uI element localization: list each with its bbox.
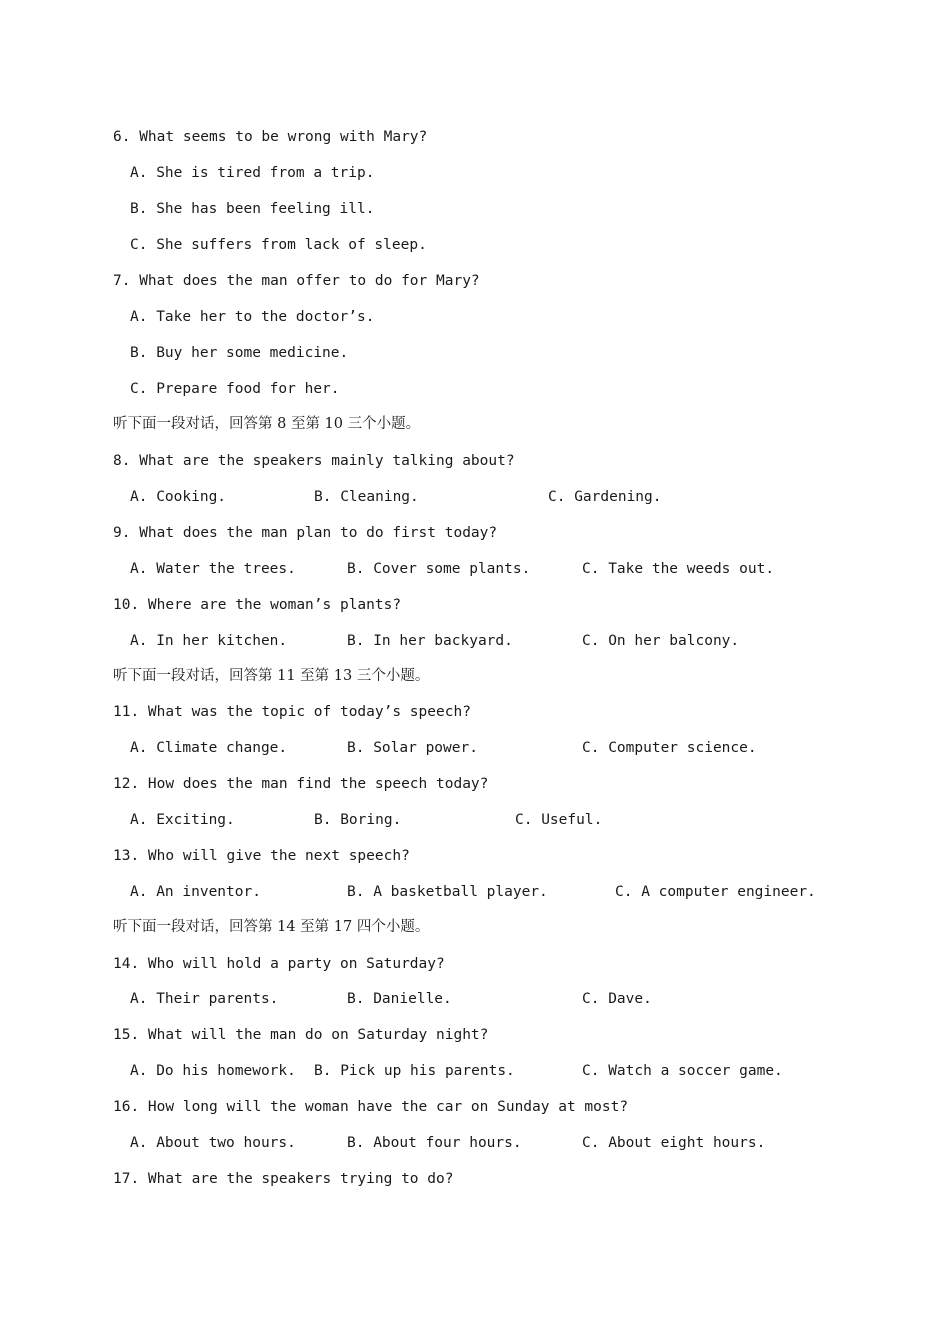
question-text: 11. What was the topic of today’s speech? [113,704,471,720]
option-b: B. Buy her some medicine. [130,345,349,361]
option-line [0,486,662,508]
question-text: 9. What does the man plan to do first today? [113,525,498,541]
question-text: 14. Who will hold a party on Saturday? [113,956,445,972]
option-line [0,630,740,652]
option-b: B. A basketball player. [347,884,548,900]
option-b: B. Solar power. [347,740,478,756]
option-line [0,988,652,1010]
option-c: C. Computer science. [582,740,757,756]
option-line [0,737,757,759]
option-a: A. Cooking. [130,489,227,505]
option-a: A. An inventor. [130,884,261,900]
option-b: B. Cleaning. [314,489,419,505]
option-b: B. Cover some plants. [347,561,531,577]
option-c: C. Useful. [515,812,603,828]
question-text: 17. What are the speakers trying to do? [113,1171,454,1187]
option-b: B. Danielle. [347,991,452,1007]
option-b: B. Boring. [314,812,402,828]
option-c: C. A computer engineer. [615,884,816,900]
option-a: A. Do his homework. [130,1063,296,1079]
question-text: 16. How long will the woman have the car on Sunday at most? [113,1099,629,1115]
instruction-text: 听下面一段对话，回答第 8 至第 10 三个小题。 [113,416,421,432]
option-a: A. She is tired from a trip. [130,165,375,181]
option-a: A. Climate change. [130,740,288,756]
option-line [0,809,603,831]
option-b: B. In her backyard. [347,633,513,649]
option-c: C. She suffers from lack of sleep. [130,237,427,253]
question-text: 6. What seems to be wrong with Mary? [113,129,428,145]
option-b: B. Pick up his parents. [314,1063,515,1079]
option-c: C. On her balcony. [582,633,740,649]
option-a: A. Water the trees. [130,561,296,577]
option-c: C. Take the weeds out. [582,561,775,577]
option-b: B. She has been feeling ill. [130,201,375,217]
option-c: C. Gardening. [548,489,662,505]
option-line [0,1060,783,1082]
option-a: A. Exciting. [130,812,235,828]
option-a: A. In her kitchen. [130,633,288,649]
instruction-text: 听下面一段对话，回答第 11 至第 13 三个小题。 [113,668,430,684]
option-line [0,881,816,903]
option-c: C. Watch a soccer game. [582,1063,783,1079]
question-text: 10. Where are the woman’s plants? [113,597,402,613]
option-a: A. Their parents. [130,991,279,1007]
question-text: 15. What will the man do on Saturday night? [113,1027,489,1043]
option-line [0,1132,766,1154]
option-c: C. About eight hours. [582,1135,766,1151]
option-c: C. Dave. [582,991,652,1007]
question-text: 7. What does the man offer to do for Mary? [113,273,480,289]
instruction-text: 听下面一段对话，回答第 14 至第 17 四个小题。 [113,919,430,935]
option-b: B. About four hours. [347,1135,522,1151]
question-text: 8. What are the speakers mainly talking about? [113,453,515,469]
question-text: 12. How does the man find the speech today? [113,776,489,792]
option-line [0,558,775,580]
option-c: C. Prepare food for her. [130,381,340,397]
option-a: A. About two hours. [130,1135,296,1151]
option-a: A. Take her to the doctor’s. [130,309,375,325]
question-text: 13. Who will give the next speech? [113,848,410,864]
